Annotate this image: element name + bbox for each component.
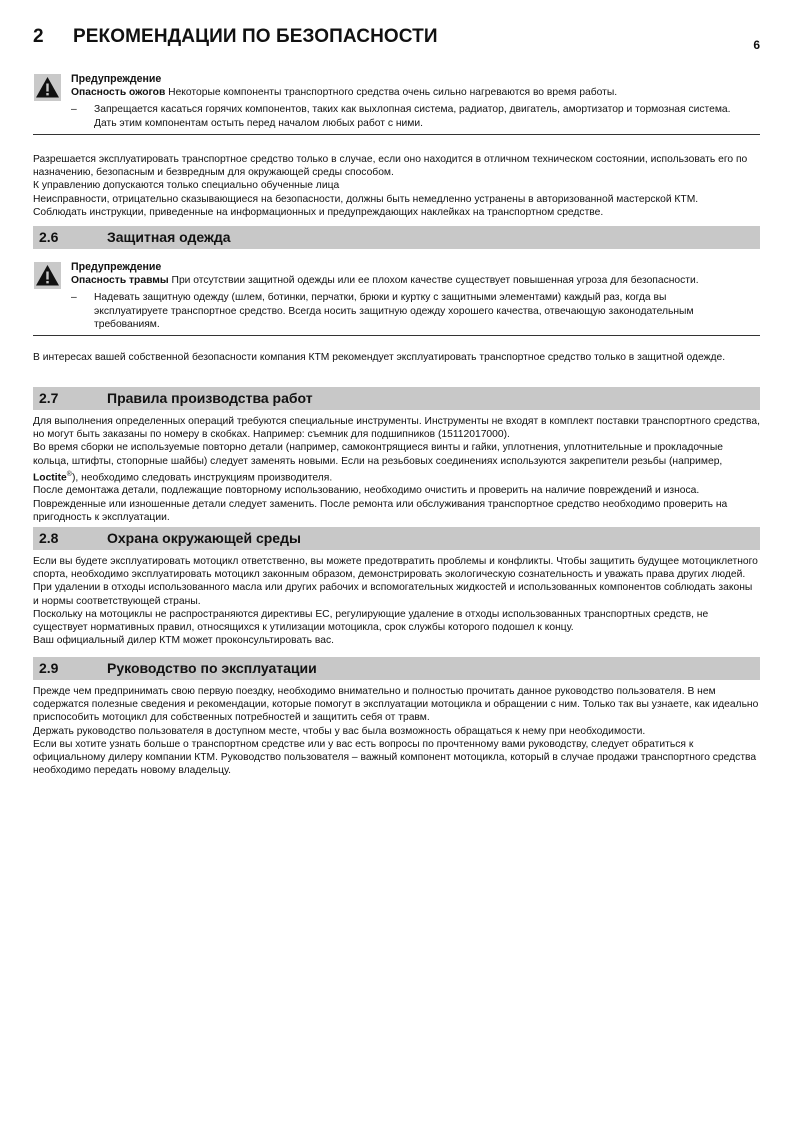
section-2-8-text	[33, 555, 760, 647]
paragraph: Поскольку на мотоциклы не распространяются директивы ЕС, регулирующие удаление в отходы использованных транспортных средств, не существует нормативных правил, относящихся к утилизации мотоцикла, срок службы которого подошел к концу.	[33, 608, 709, 634]
warning-label: Опасность ожогов	[71, 87, 166, 99]
warning-box-burn	[33, 73, 760, 135]
paragraph: Держать руководство пользователя в доступном месте, чтобы у вас была возможность обращаться к нему при необходимости.	[33, 725, 646, 737]
warning-triangle-icon	[34, 74, 61, 101]
section-heading-2-7	[33, 387, 760, 410]
warning-title: Предупреждение	[71, 261, 162, 273]
dash-icon: –	[71, 292, 77, 304]
paragraph-text: Во время сборки не используемые повторно детали (например, самоконтрящиеся винты и гайки, уплотнения, уплотнительные и прокладочные кольца, штифты, стопорные шайбы) следует заменять новыми. Если на резьбовых соединениях используются закрепители резьбы (например,	[33, 442, 724, 467]
section-2-9-text	[33, 685, 760, 777]
chapter-title: РЕКОМЕНДАЦИИ ПО БЕЗОПАСНОСТИ	[73, 26, 438, 47]
section-title: Охрана окружающей среды	[107, 530, 301, 546]
warning-description: При отсутствии защитной одежды или ее плохом качестве существует повышенная угроза для безопасности.	[168, 275, 699, 287]
paragraph: Разрешается эксплуатировать транспортное средство только в случае, если оно находится в отличном техническом состоянии, использовать его по назначению, безопасным и безвредным для окружающей среды способом.	[33, 154, 748, 179]
paragraph: Неисправности, отрицательно сказывающиеся на безопасности, должны быть немедленно устранены в авторизованной мастерской КТМ.	[33, 193, 699, 205]
paragraph: После демонтажа детали, подлежащие повторному использованию, необходимо очистить и проверить на наличие повреждений и износа.	[33, 485, 700, 497]
warning-label: Опасность травмы	[71, 275, 169, 287]
warning-bullet-text: Надевать защитную одежду (шлем, ботинки, перчатки, брюки и куртку с защитными элементами) каждый раз, когда вы эксплуатируете транспортное средство. Всегда носить защитную одежду хорошего качества, отвечающую законодательным требованиям.	[94, 292, 694, 330]
warning-box-injury	[33, 261, 760, 336]
warning-text	[71, 86, 760, 99]
warning-text	[71, 274, 760, 287]
intro-text	[33, 153, 760, 219]
paragraph: Если вы будете эксплуатировать мотоцикл ответственно, вы можете предотвратить проблемы и конфликты. Чтобы защитить будущее мотоциклетного спорта, необходимо эксплуатировать мотоцикл законным образом, демонстрировать экологическую сознательность и уважать права других людей. При удалении в отходы использованного масла или других рабочих и вспомогательных жидкостей и использованных компонентов соблюдать законы и нормы соответствующей страны.	[33, 556, 758, 607]
chapter-number: 2	[33, 26, 44, 47]
registered-mark: ®	[66, 470, 72, 478]
warning-bullet-text: Запрещается касаться горячих компонентов, таких как выхлопная система, радиатор, двигатель, амортизатор и тормозная система. Дать этим компонентам остыть перед началом любых работ с ними.	[94, 104, 731, 129]
section-2-6-text	[33, 351, 760, 364]
section-2-7-text	[33, 415, 760, 524]
paragraph: Если вы хотите узнать больше о транспортном средстве или у вас есть вопросы по прочтенному вами руководству, следует обратиться к официальному дилеру компании КТМ. Руководство пользователя – важный компонент мотоцикла, который в случае продажи транспортного средства необходимо передать новому владельцу.	[33, 738, 757, 777]
brand-name: Loctite	[33, 472, 67, 484]
section-title: Защитная одежда	[107, 229, 231, 245]
warning-triangle-icon	[34, 262, 61, 289]
paragraph	[33, 441, 760, 484]
section-heading-2-8	[33, 527, 760, 550]
page-header	[33, 26, 760, 52]
paragraph: Для выполнения определенных операций требуются специальные инструменты. Инструменты не входят в комплект поставки транспортного средства, но могут быть заказаны по номеру в скобках. Например: съемник для подшипников (15112017000).	[33, 416, 760, 441]
section-heading-2-6	[33, 226, 760, 249]
warning-title: Предупреждение	[71, 73, 162, 85]
warning-bullet	[71, 103, 760, 129]
section-number: 2.7	[39, 390, 59, 406]
page-number: 6	[753, 38, 760, 52]
dash-icon: –	[71, 104, 77, 116]
paragraph: Прежде чем предпринимать свою первую поездку, необходимо внимательно и полностью прочитать данное руководство пользователя. В нем содержатся полезные сведения и рекомендации, которые помогут в эксплуатации мотоцикла и обращении с ним. Только так вы узнаете, как идеально приспособить мотоцикл для собственных потребностей и защитить себя от травм.	[33, 686, 759, 724]
section-number: 2.8	[39, 530, 59, 546]
paragraph: Ваш официальный дилер КТМ может проконсультировать вас.	[33, 635, 334, 647]
section-number: 2.6	[39, 229, 59, 245]
paragraph: Поврежденные или изношенные детали следует заменить. После ремонта или обслуживания транспортное средство необходимо проверить на пригодность к эксплуатации.	[33, 498, 728, 523]
section-title: Руководство по эксплуатации	[107, 660, 317, 676]
warning-description: Некоторые компоненты транспортного средства очень сильно нагреваются во время работы.	[165, 87, 618, 99]
warning-bullet	[71, 291, 760, 331]
paragraph: Соблюдать инструкции, приведенные на информационных и предупреждающих наклейках на транспортном средстве.	[33, 206, 604, 218]
paragraph-text: ), необходимо следовать инструкциям производителя.	[71, 472, 333, 484]
section-number: 2.9	[39, 660, 59, 676]
section-heading-2-9	[33, 657, 760, 680]
section-title: Правила производства работ	[107, 390, 313, 406]
paragraph: К управлению допускаются только специально обученные лица	[33, 180, 340, 192]
paragraph: В интересах вашей собственной безопасности компания КТМ рекомендует эксплуатировать транспортное средство только в защитной одежде.	[33, 352, 726, 363]
